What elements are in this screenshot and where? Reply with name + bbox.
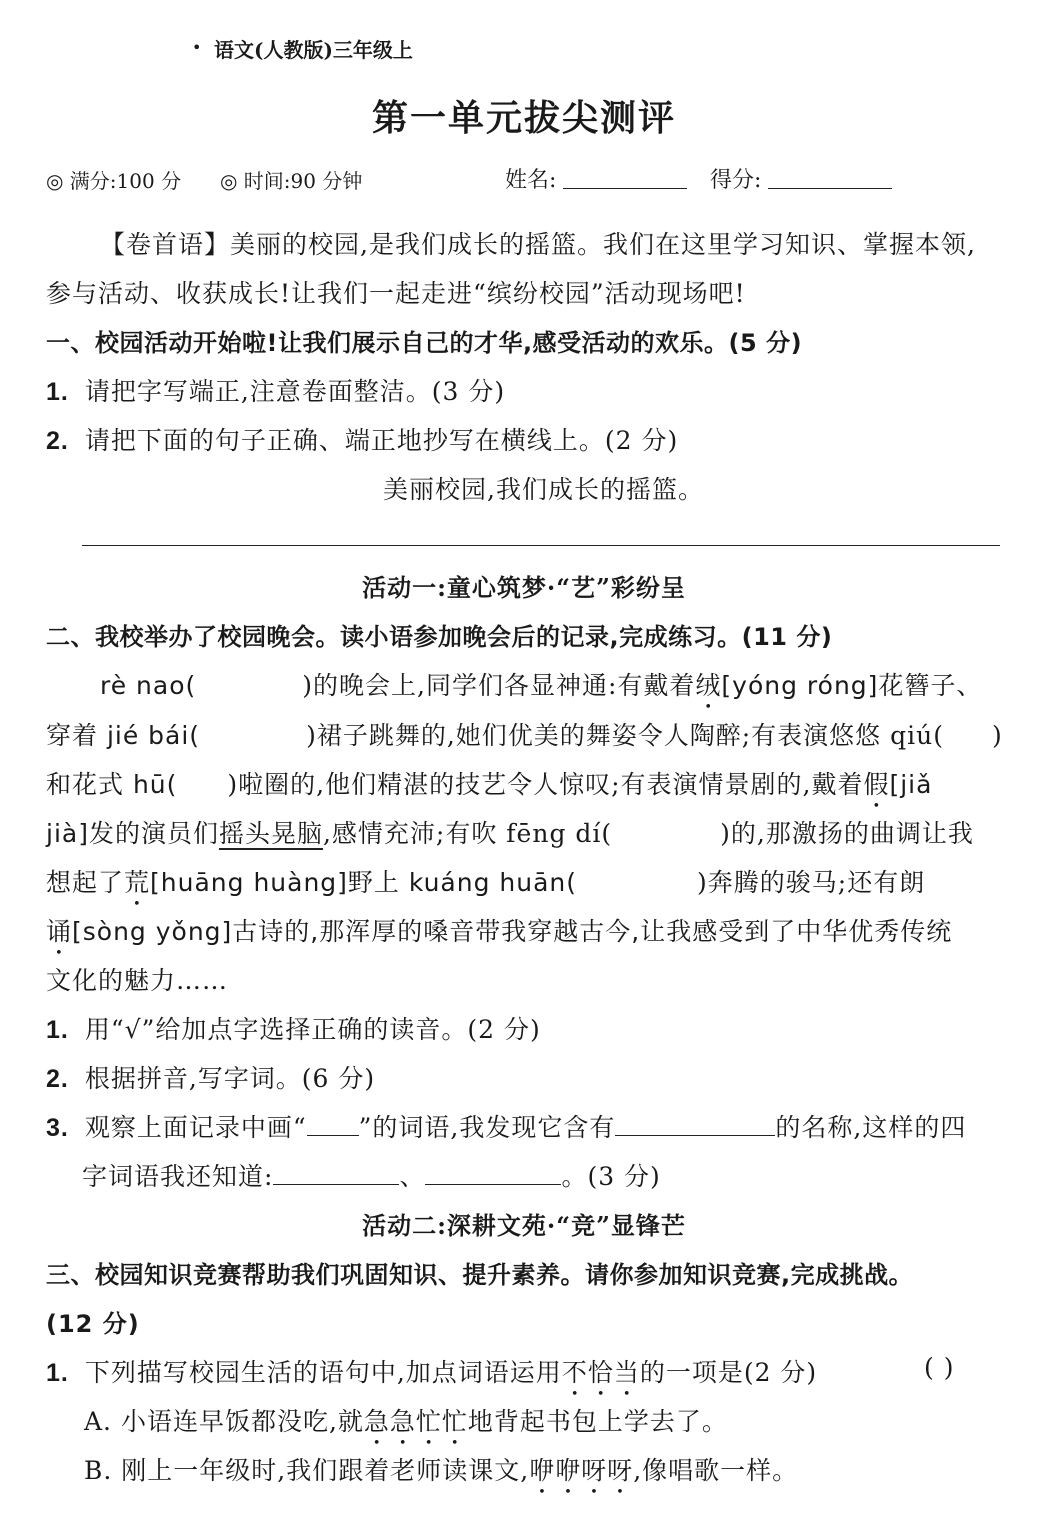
- section3-q1-text: 的一项是(2 分): [639, 1358, 818, 1387]
- pinyin-hu: 和花式 hū(: [46, 770, 178, 799]
- activity2-title: 活动二:深耕文苑·“竞”显锋芒: [362, 1211, 686, 1240]
- header-subject: 语文(人教版)三年级上: [214, 38, 413, 62]
- intro-line-1: 【卷首语】美丽的校园,是我们成长的摇篮。我们在这里学习知识、掌握本领,: [100, 230, 976, 259]
- section1-q2-number: 2.: [46, 427, 69, 455]
- section2-q3-text: 、: [399, 1162, 426, 1191]
- dotted-words: 急急忙忙: [363, 1407, 468, 1436]
- section3-q1: [46, 1353, 817, 1402]
- pinyin-options: [yóng róng]花簪子、: [721, 671, 983, 700]
- section2-q2-text: 根据拼音,写字词。(6 分): [84, 1064, 376, 1093]
- answer-blank[interactable]: [425, 1162, 561, 1185]
- option-b-text: B. 刚上一年级时,我们跟着老师读课文,: [84, 1456, 530, 1485]
- pinyin-renao: rè nao(: [100, 671, 197, 700]
- underline-sample: [307, 1113, 359, 1136]
- section1-q1: [46, 372, 505, 408]
- section3-q1-number: 1.: [46, 1359, 69, 1387]
- passage-text: )裙子跳舞的,她们优美的舞姿令人陶醉;有表演悠悠 qiú(: [306, 721, 944, 750]
- section2-heading: 二、我校举办了校园晚会。读小语参加晚会后的记录,完成练习。(11 分): [46, 623, 833, 651]
- section2-q2: [46, 1059, 375, 1095]
- passage-text: [sòng yǒng]古诗的,那浑厚的嗓音带我穿越古今,让我感受到了中华优秀传统: [72, 917, 953, 946]
- passage-text: )奔腾的骏马;还有朗: [697, 868, 926, 897]
- passage-line-4: [46, 814, 974, 850]
- name-field[interactable]: [563, 166, 687, 189]
- option-a-text: A. 小语连早饭都没吃,就: [84, 1407, 364, 1436]
- passage-line-6: [46, 912, 952, 961]
- section2-q1-number: 1.: [46, 1016, 69, 1044]
- answer-blank[interactable]: [273, 1162, 399, 1185]
- option-b-text: ,像唱歌一样。: [633, 1456, 799, 1485]
- passage-line-3: [46, 765, 932, 814]
- passage-text: ,感情充沛;有吹 fēng dí(: [322, 819, 613, 848]
- dotted-char: 荒: [124, 868, 151, 897]
- activity1-title: 活动一:童心筑梦·“艺”彩纷呈: [362, 573, 686, 602]
- copy-sentence: 美丽校园,我们成长的摇篮。: [383, 475, 704, 504]
- option-a[interactable]: [84, 1402, 728, 1451]
- passage-text: jià]发的演员们: [46, 819, 219, 848]
- section2-q3-text: ”的词语,我发现它含有: [358, 1113, 616, 1142]
- section1-heading: 一、校园活动开始啦!让我们展示自己的才华,感受活动的欢乐。(5 分): [46, 329, 803, 357]
- score-label: 得分:: [710, 168, 762, 193]
- dotted-words: 咿咿呀呀: [529, 1456, 634, 1485]
- pinyin-options: [huāng huàng]野上 kuáng huān(: [150, 868, 578, 897]
- section1-q2: [46, 421, 678, 457]
- passage-text: )啦圈的,他们精湛的技艺令人惊叹;有表演情景剧的,戴着: [227, 770, 864, 799]
- passage-line-7: 文化的魅力……: [46, 966, 229, 995]
- section1-q1-number: 1.: [46, 378, 69, 406]
- section3-score: (12 分): [46, 1310, 140, 1338]
- pinyin-options: [jiǎ: [889, 770, 933, 799]
- section2-q3-text: 字词语我还知道:: [82, 1162, 274, 1191]
- underlined-phrase: 摇头晃脑: [218, 819, 323, 848]
- passage-line-2: [46, 716, 1003, 752]
- exam-time: ◎ 时间:90 分钟: [220, 169, 363, 193]
- dotted-char: 诵: [46, 917, 73, 946]
- dotted-words: 不恰当: [561, 1358, 640, 1387]
- section2-q3-number: 3.: [46, 1114, 69, 1142]
- score-field[interactable]: [768, 166, 892, 189]
- passage-text: 想起了: [46, 868, 125, 897]
- intro-line-2: 参与活动、收获成长!让我们一起走进“缤纷校园”活动现场吧!: [46, 279, 746, 308]
- section2-q3-text: 。(3 分): [561, 1162, 661, 1191]
- section3-heading: 三、校园知识竞赛帮助我们巩固知识、提升素养。请你参加知识竞赛,完成挑战。: [46, 1261, 914, 1289]
- section2-q3-text: 观察上面记录中画“: [84, 1113, 307, 1142]
- section2-q3-text: 的名称,这样的四: [775, 1113, 967, 1142]
- section2-q1: [46, 1010, 541, 1046]
- section1-q1-text: 请把字写端正,注意卷面整洁。(3 分): [84, 377, 506, 406]
- section2-q1-text: 用“√”给加点字选择正确的读音。(2 分): [84, 1015, 541, 1044]
- answer-paren[interactable]: ( ): [924, 1353, 955, 1382]
- option-a-text: 地背起书包上学去了。: [467, 1407, 728, 1436]
- section3-q1-text: 下列描写校园生活的语句中,加点词语运用: [84, 1358, 562, 1387]
- passage-text: )的晚会上,同学们各显神通:有戴着: [302, 671, 696, 700]
- section2-q3-line2: [82, 1157, 661, 1193]
- passage-line-1: [100, 666, 982, 715]
- answer-blank[interactable]: [615, 1113, 775, 1136]
- pinyin-jiebai: 穿着 jié bái(: [46, 721, 201, 750]
- passage-line-5: [46, 863, 925, 912]
- passage-text: ): [992, 721, 1003, 750]
- score-total: ◎ 满分:100 分: [46, 169, 182, 193]
- section2-q2-number: 2.: [46, 1065, 69, 1093]
- name-label: 姓名:: [505, 168, 557, 193]
- passage-text: )的,那激扬的曲调让我: [720, 819, 974, 848]
- option-b[interactable]: [84, 1451, 798, 1500]
- page-title: 第一单元拔尖测评: [371, 97, 676, 139]
- copy-answer-line[interactable]: [82, 545, 1000, 546]
- header-bullet: •: [192, 38, 202, 57]
- section2-q3: [46, 1108, 966, 1144]
- dotted-char: 绒: [695, 671, 722, 700]
- section1-q2-text: 请把下面的句子正确、端正地抄写在横线上。(2 分): [84, 426, 679, 455]
- dotted-char: 假: [863, 770, 890, 799]
